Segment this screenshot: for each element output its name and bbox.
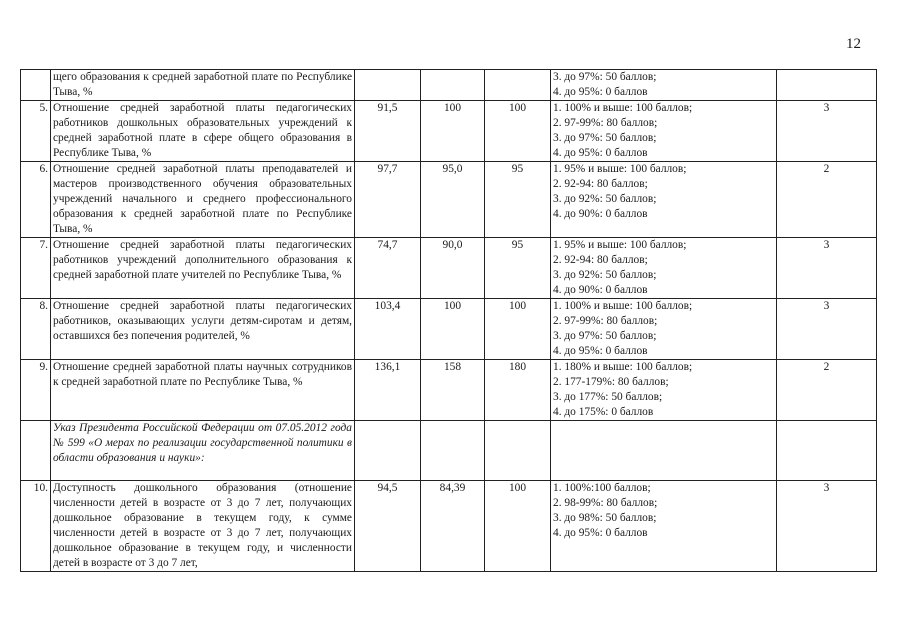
criteria-line: 1. 100%:100 баллов; (553, 482, 651, 494)
criteria-line: 3. до 98%: 50 баллов; (553, 512, 657, 524)
criteria-line: 3. до 92%: 50 баллов; (553, 193, 657, 205)
target-value-cell: 95,0 (421, 162, 485, 238)
target-value-cell (421, 421, 485, 481)
score-cell: 3 (777, 101, 877, 162)
row-number-cell: 6. (21, 162, 51, 238)
base-value-cell: 136,1 (355, 360, 421, 421)
table-row (21, 162, 877, 238)
score-cell: 3 (777, 481, 877, 572)
criteria-line: 1. 180% и выше: 100 баллов; (553, 361, 693, 373)
criteria-line: 2. 97-99%: 80 баллов; (553, 117, 658, 129)
indicator-description-cell: Отношение средней заработной платы научных сотрудников к средней заработной плате по Республике Тыва, % (51, 360, 355, 421)
criteria-line: 1. 95% и выше: 100 баллов; (553, 163, 687, 175)
table-row (21, 421, 877, 481)
indicator-description-cell: Доступность дошкольного образования (отношение численности детей в возрасте от 3 до 7 лет, получающих дошкольное образование в текущем году, к сумме численности детей в возрасте от 3 до 7 лет, получающих дошкольное образование в текущем году, и численности детей в возрасте от 3 до 7 лет, (51, 481, 355, 572)
base-value-cell: 74,7 (355, 238, 421, 299)
indicators-table (20, 69, 877, 572)
score-cell: 3 (777, 299, 877, 360)
row-number-cell: 10. (21, 481, 51, 572)
target-value-cell: 100 (421, 101, 485, 162)
plan-value-cell (485, 421, 551, 481)
indicator-description-cell: Указ Президента Российской Федерации от 07.05.2012 года № 599 «О мерах по реализации государственной политики в области образования и науки»: (51, 421, 355, 481)
criteria-line: 2. 98-99%: 80 баллов; (553, 497, 658, 509)
indicator-description-cell: Отношение средней заработной платы педагогических работников дошкольных образовательных учреждений к средней заработной плате в сфере общего образования в Республике Тыва, % (51, 101, 355, 162)
plan-value-cell: 100 (485, 101, 551, 162)
criteria-line: 1. 100% и выше: 100 баллов; (553, 300, 693, 312)
criteria-line: 4. до 90%: 0 баллов (553, 208, 648, 220)
score-cell (777, 421, 877, 481)
criteria-line: 4. до 175%: 0 баллов (553, 406, 654, 418)
page-number: 12 (846, 36, 861, 52)
criteria-cell (551, 101, 777, 162)
criteria-line: 4. до 90%: 0 баллов (553, 284, 648, 296)
row-number-cell: 8. (21, 299, 51, 360)
score-cell: 3 (777, 238, 877, 299)
base-value-cell: 94,5 (355, 481, 421, 572)
criteria-line: 4. до 95%: 0 баллов (553, 345, 648, 357)
base-value-cell: 97,7 (355, 162, 421, 238)
base-value-cell: 103,4 (355, 299, 421, 360)
table-row (21, 101, 877, 162)
table-row (21, 238, 877, 299)
plan-value-cell: 100 (485, 481, 551, 572)
row-number-cell (21, 70, 51, 101)
criteria-line: 4. до 95%: 0 баллов (553, 147, 648, 159)
criteria-line: 4. до 95%: 0 баллов (553, 86, 648, 98)
plan-value-cell (485, 70, 551, 101)
base-value-cell (355, 421, 421, 481)
criteria-line: 4. до 95%: 0 баллов (553, 527, 648, 539)
criteria-cell (551, 299, 777, 360)
criteria-line: 2. 177-179%: 80 баллов; (553, 376, 669, 388)
criteria-cell (551, 238, 777, 299)
indicator-description-cell: Отношение средней заработной платы преподавателей и мастеров производственного обучения образовательных учреждений начального и среднего профессионального образования к средней заработной плате по Республике Тыва, % (51, 162, 355, 238)
criteria-line: 3. до 97%: 50 баллов; (553, 132, 657, 144)
criteria-line: 2. 92-94: 80 баллов; (553, 178, 648, 190)
row-number-cell: 7. (21, 238, 51, 299)
target-value-cell: 100 (421, 299, 485, 360)
target-value-cell: 90,0 (421, 238, 485, 299)
table-row (21, 70, 877, 101)
plan-value-cell: 180 (485, 360, 551, 421)
criteria-line: 3. до 177%: 50 баллов; (553, 391, 663, 403)
table-row (21, 360, 877, 421)
row-number-cell (21, 421, 51, 481)
plan-value-cell: 95 (485, 238, 551, 299)
criteria-line: 1. 100% и выше: 100 баллов; (553, 102, 693, 114)
base-value-cell (355, 70, 421, 101)
criteria-line: 2. 92-94: 80 баллов; (553, 254, 648, 266)
row-number-cell: 5. (21, 101, 51, 162)
criteria-cell (551, 70, 777, 101)
target-value-cell: 158 (421, 360, 485, 421)
target-value-cell: 84,39 (421, 481, 485, 572)
target-value-cell (421, 70, 485, 101)
plan-value-cell: 95 (485, 162, 551, 238)
row-number-cell: 9. (21, 360, 51, 421)
table-row (21, 299, 877, 360)
indicator-description-cell: Отношение средней заработной платы педагогических работников, оказывающих услуги детям-сиротам и детям, оставшихся без попечения родителей, % (51, 299, 355, 360)
criteria-line: 1. 95% и выше: 100 баллов; (553, 239, 687, 251)
plan-value-cell: 100 (485, 299, 551, 360)
criteria-cell (551, 162, 777, 238)
criteria-line: 2. 97-99%: 80 баллов; (553, 315, 658, 327)
criteria-cell (551, 481, 777, 572)
criteria-line: 3. до 92%: 50 баллов; (553, 269, 657, 281)
indicator-description-cell: Отношение средней заработной платы педагогических работников учреждений дополнительного образования к средней заработной плате учителей по Республике Тыва, % (51, 238, 355, 299)
score-cell (777, 70, 877, 101)
criteria-line: 3. до 97%: 50 баллов; (553, 71, 657, 83)
criteria-cell (551, 360, 777, 421)
criteria-line: 3. до 97%: 50 баллов; (553, 330, 657, 342)
base-value-cell: 91,5 (355, 101, 421, 162)
indicator-description-cell: щего образования к средней заработной плате по Республике Тыва, % (51, 70, 355, 101)
criteria-cell (551, 421, 777, 481)
score-cell: 2 (777, 162, 877, 238)
table-row (21, 481, 877, 572)
score-cell: 2 (777, 360, 877, 421)
